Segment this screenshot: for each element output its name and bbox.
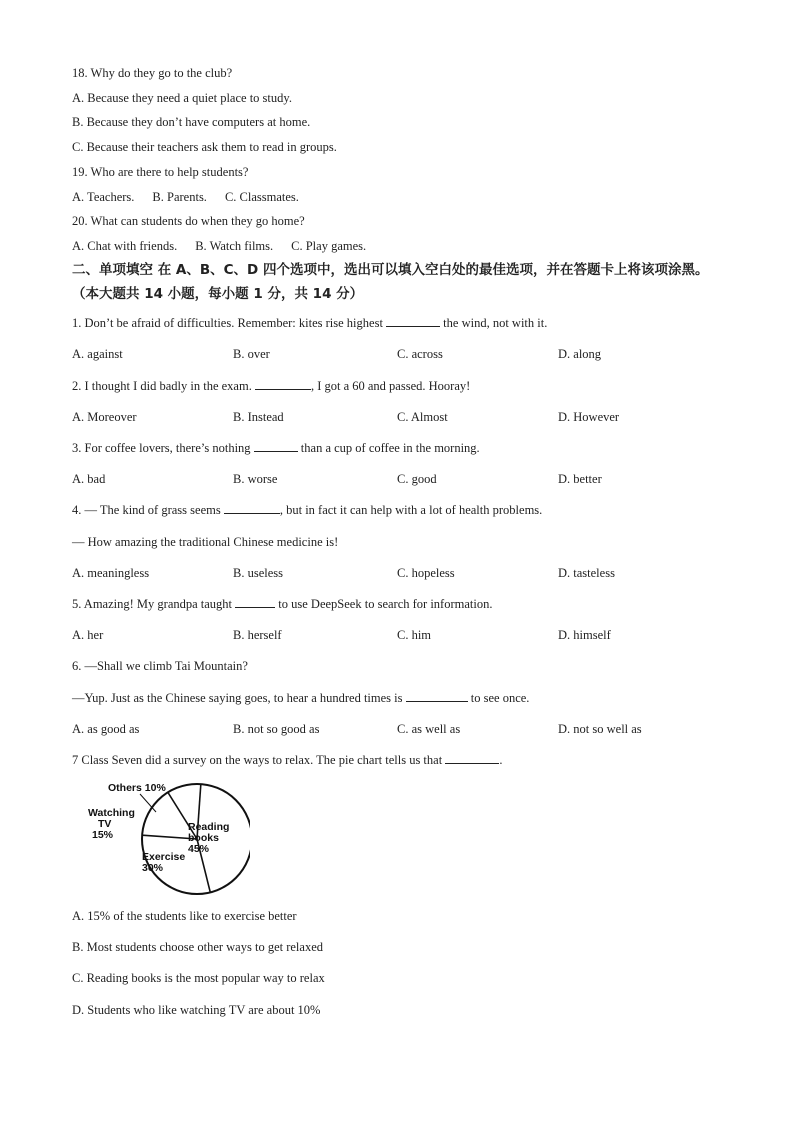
q7-option-b: B. Most students choose other ways to get relaxed bbox=[72, 940, 323, 954]
q5-blank bbox=[235, 596, 275, 608]
q1-stem bbox=[72, 315, 547, 331]
q1-option-a: A. against bbox=[72, 347, 123, 361]
q20-option-a: A. Chat with friends. bbox=[72, 239, 178, 253]
q6-option-d: D. not so well as bbox=[558, 722, 642, 736]
q1-option-d: D. along bbox=[558, 347, 602, 361]
pie-slice-label: Exercise 30% bbox=[142, 851, 186, 874]
q6-option-c: C. as well as bbox=[397, 722, 461, 736]
q7-stem-before: 7 Class Seven did a survey on the ways to relax. The pie chart tells us that bbox=[72, 753, 443, 767]
q5-stem bbox=[72, 596, 492, 612]
pie-slice-label: Others 10% bbox=[108, 782, 166, 794]
q1-option-c: C. across bbox=[397, 347, 443, 361]
q5-option-b: B. herself bbox=[233, 628, 282, 642]
q20-option-c: C. Play games. bbox=[291, 239, 367, 253]
q20-option-b: B. Watch films. bbox=[195, 239, 274, 253]
q4-stem bbox=[72, 502, 542, 518]
q2-option-d: D. However bbox=[558, 410, 620, 424]
q3-option-a: A. bad bbox=[72, 472, 106, 486]
q2-stem-after: , I got a 60 and passed. Hooray! bbox=[310, 379, 471, 393]
q7-option-c: C. Reading books is the most popular way to relax bbox=[72, 971, 325, 985]
q4-reply: — How amazing the traditional Chinese medicine is! bbox=[72, 535, 339, 549]
q6-stem-after: to see once. bbox=[470, 691, 530, 705]
q19-option-c: C. Classmates. bbox=[224, 190, 299, 204]
q5-option-a: A. her bbox=[72, 628, 104, 642]
q4-stem-before: 4. — The kind of grass seems bbox=[72, 503, 221, 517]
q4-option-c: C. hopeless bbox=[397, 566, 455, 580]
q7-option-d: D. Students who like watching TV are about 10% bbox=[72, 1003, 321, 1017]
q3-blank bbox=[254, 440, 298, 452]
q7-stem bbox=[72, 752, 502, 768]
q6-option-a: A. as good as bbox=[72, 722, 140, 736]
q19-option-a: A. Teachers. bbox=[72, 190, 135, 204]
q4-option-d: D. tasteless bbox=[558, 566, 615, 580]
q7-option-a: A. 15% of the students like to exercise better bbox=[72, 909, 297, 923]
q19-options bbox=[72, 189, 317, 205]
q3-option-d: D. better bbox=[558, 472, 602, 486]
q18-option-c: C. Because their teachers ask them to read in groups. bbox=[72, 140, 337, 154]
relax-ways-pie-chart bbox=[80, 778, 250, 898]
q3-stem-before: 3. For coffee lovers, there’s nothing bbox=[72, 441, 251, 455]
q6-stem bbox=[72, 690, 529, 706]
q19-option-b: B. Parents. bbox=[152, 190, 207, 204]
pie-slice-label: Watching TV 15% bbox=[88, 807, 135, 841]
q1-stem-before: 1. Don’t be afraid of difficulties. Remember: kites rise highest bbox=[72, 316, 383, 330]
q2-stem bbox=[72, 378, 470, 394]
q3-stem-after: than a cup of coffee in the morning. bbox=[300, 441, 480, 455]
q6-stem-before: —Yup. Just as the Chinese saying goes, to hear a hundred times is bbox=[72, 691, 403, 705]
q20-question: 20. What can students do when they go home? bbox=[72, 214, 305, 228]
q7-stem-after: . bbox=[499, 753, 503, 767]
q5-stem-after: to use DeepSeek to search for information. bbox=[278, 597, 493, 611]
q2-blank bbox=[255, 378, 311, 390]
q19-question: 19. Who are there to help students? bbox=[72, 165, 249, 179]
q5-stem-before: 5. Amazing! My grandpa taught bbox=[72, 597, 233, 611]
q3-option-b: B. worse bbox=[233, 472, 278, 486]
q2-option-a: A. Moreover bbox=[72, 410, 137, 424]
q1-option-b: B. over bbox=[233, 347, 270, 361]
q5-option-d: D. himself bbox=[558, 628, 611, 642]
q3-option-c: C. good bbox=[397, 472, 437, 486]
q18-question: 18. Why do they go to the club? bbox=[72, 66, 233, 80]
q6-option-b: B. not so good as bbox=[233, 722, 320, 736]
q2-stem-before: 2. I thought I did badly in the exam. bbox=[72, 379, 252, 393]
q1-stem-after: the wind, not with it. bbox=[443, 316, 548, 330]
section-2-heading: 二、单项填空 在 A、B、C、D 四个选项中，选出可以填入空白处的最佳选项，并在答题卡上将该项涂黑。（本大题共 14 小题，每小题 1 分，共 14 分） bbox=[72, 262, 709, 302]
q2-option-b: B. Instead bbox=[233, 410, 284, 424]
q18-option-b: B. Because they don’t have computers at home. bbox=[72, 115, 311, 129]
q6-question: 6. —Shall we climb Tai Mountain? bbox=[72, 659, 248, 673]
q1-blank bbox=[386, 315, 440, 327]
q5-option-c: C. him bbox=[397, 628, 432, 642]
q4-stem-after: , but in fact it can help with a lot of health problems. bbox=[279, 503, 543, 517]
q4-option-b: B. useless bbox=[233, 566, 283, 580]
q20-options bbox=[72, 238, 384, 254]
others-leader-line bbox=[140, 794, 156, 812]
pie-slice-label: Reading books 45% bbox=[188, 821, 230, 855]
q4-blank bbox=[224, 502, 280, 514]
q3-stem bbox=[72, 440, 480, 456]
q18-option-a: A. Because they need a quiet place to study. bbox=[72, 91, 292, 105]
q4-option-a: A. meaningless bbox=[72, 566, 150, 580]
q2-option-c: C. Almost bbox=[397, 410, 448, 424]
q6-blank bbox=[406, 690, 468, 702]
q7-blank bbox=[445, 752, 499, 764]
